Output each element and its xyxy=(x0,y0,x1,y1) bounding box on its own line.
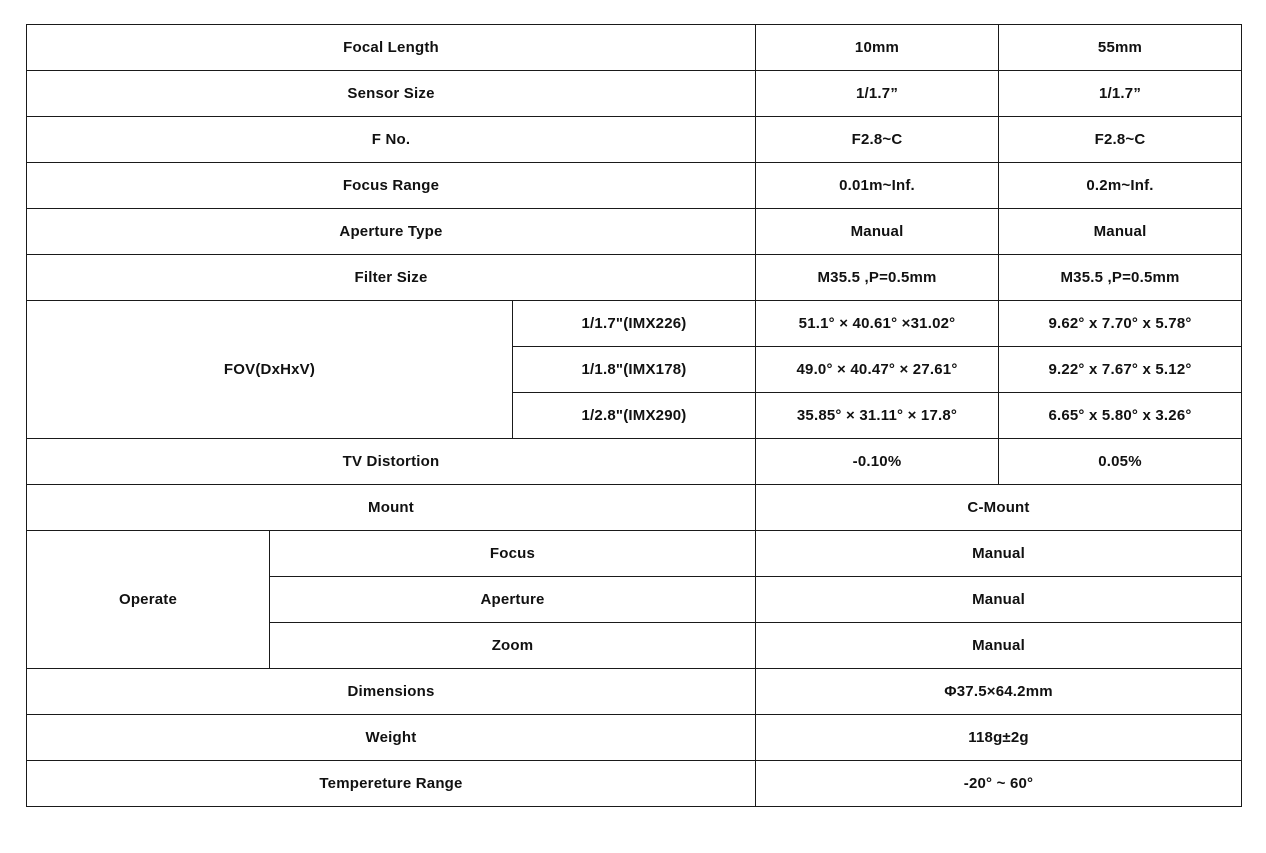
spec-value-sensor-size-10mm: 1/1.7” xyxy=(756,71,999,117)
spec-value-operate-aperture: Manual xyxy=(756,577,1242,623)
table-row-temperature-range xyxy=(27,761,1242,807)
spec-value-dimensions: Φ37.5×64.2mm xyxy=(756,669,1242,715)
spec-value-focal-length-55mm: 55mm xyxy=(999,25,1242,71)
spec-value-mount: C-Mount xyxy=(756,485,1242,531)
table-row-filter-size xyxy=(27,255,1242,301)
spec-sublabel-fov-sensor: 1/1.7"(IMX226) xyxy=(513,301,756,347)
spec-label-fov: FOV(DxHxV) xyxy=(27,301,513,439)
table-row-aperture-type xyxy=(27,209,1242,255)
spec-label-sensor-size: Sensor Size xyxy=(27,71,756,117)
spec-sublabel-operate-aperture: Aperture xyxy=(270,577,756,623)
table-row-dimensions xyxy=(27,669,1242,715)
spec-value-aperture-type-55mm: Manual xyxy=(999,209,1242,255)
spec-value-f-no-10mm: F2.8~C xyxy=(756,117,999,163)
table-row-sensor-size xyxy=(27,71,1242,117)
spec-value-fov-10mm: 35.85° × 31.11° × 17.8° xyxy=(756,393,999,439)
spec-value-operate-zoom: Manual xyxy=(756,623,1242,669)
table-row-weight xyxy=(27,715,1242,761)
spec-value-operate-focus: Manual xyxy=(756,531,1242,577)
spec-label-f-no: F No. xyxy=(27,117,756,163)
spec-value-focus-range-10mm: 0.01m~Inf. xyxy=(756,163,999,209)
spec-value-aperture-type-10mm: Manual xyxy=(756,209,999,255)
spec-value-temperature-range: -20° ~ 60° xyxy=(756,761,1242,807)
spec-label-temperature-range: Tempereture Range xyxy=(27,761,756,807)
spec-label-filter-size: Filter Size xyxy=(27,255,756,301)
spec-label-focus-range: Focus Range xyxy=(27,163,756,209)
spec-value-f-no-55mm: F2.8~C xyxy=(999,117,1242,163)
spec-value-focus-range-55mm: 0.2m~Inf. xyxy=(999,163,1242,209)
spec-value-fov-55mm: 9.62° x 7.70° x 5.78° xyxy=(999,301,1242,347)
table-row-mount xyxy=(27,485,1242,531)
spec-sublabel-operate-focus: Focus xyxy=(270,531,756,577)
spec-sublabel-fov-sensor: 1/2.8"(IMX290) xyxy=(513,393,756,439)
spec-value-fov-10mm: 49.0° × 40.47° × 27.61° xyxy=(756,347,999,393)
spec-label-dimensions: Dimensions xyxy=(27,669,756,715)
spec-value-fov-55mm: 6.65° x 5.80° x 3.26° xyxy=(999,393,1242,439)
spec-value-fov-55mm: 9.22° x 7.67° x 5.12° xyxy=(999,347,1242,393)
spec-label-mount: Mount xyxy=(27,485,756,531)
spec-label-tv-distortion: TV Distortion xyxy=(27,439,756,485)
lens-spec-table xyxy=(26,24,1242,807)
spec-value-sensor-size-55mm: 1/1.7” xyxy=(999,71,1242,117)
spec-sublabel-fov-sensor: 1/1.8"(IMX178) xyxy=(513,347,756,393)
spec-label-operate: Operate xyxy=(27,531,270,669)
spec-label-weight: Weight xyxy=(27,715,756,761)
spec-value-filter-size-55mm: M35.5 ,P=0.5mm xyxy=(999,255,1242,301)
spec-label-aperture-type: Aperture Type xyxy=(27,209,756,255)
spec-value-fov-10mm: 51.1° × 40.61° ×31.02° xyxy=(756,301,999,347)
table-row-tv-distortion xyxy=(27,439,1242,485)
table-row-focal-length xyxy=(27,25,1242,71)
spec-value-tv-distortion-10mm: -0.10% xyxy=(756,439,999,485)
spec-value-focal-length-10mm: 10mm xyxy=(756,25,999,71)
spec-value-weight: 118g±2g xyxy=(756,715,1242,761)
spec-label-focal-length: Focal Length xyxy=(27,25,756,71)
table-row-fov-imx226 xyxy=(27,301,1242,347)
table-row-f-no xyxy=(27,117,1242,163)
spec-value-tv-distortion-55mm: 0.05% xyxy=(999,439,1242,485)
table-row-operate-focus xyxy=(27,531,1242,577)
table-row-focus-range xyxy=(27,163,1242,209)
spec-sublabel-operate-zoom: Zoom xyxy=(270,623,756,669)
spec-value-filter-size-10mm: M35.5 ,P=0.5mm xyxy=(756,255,999,301)
